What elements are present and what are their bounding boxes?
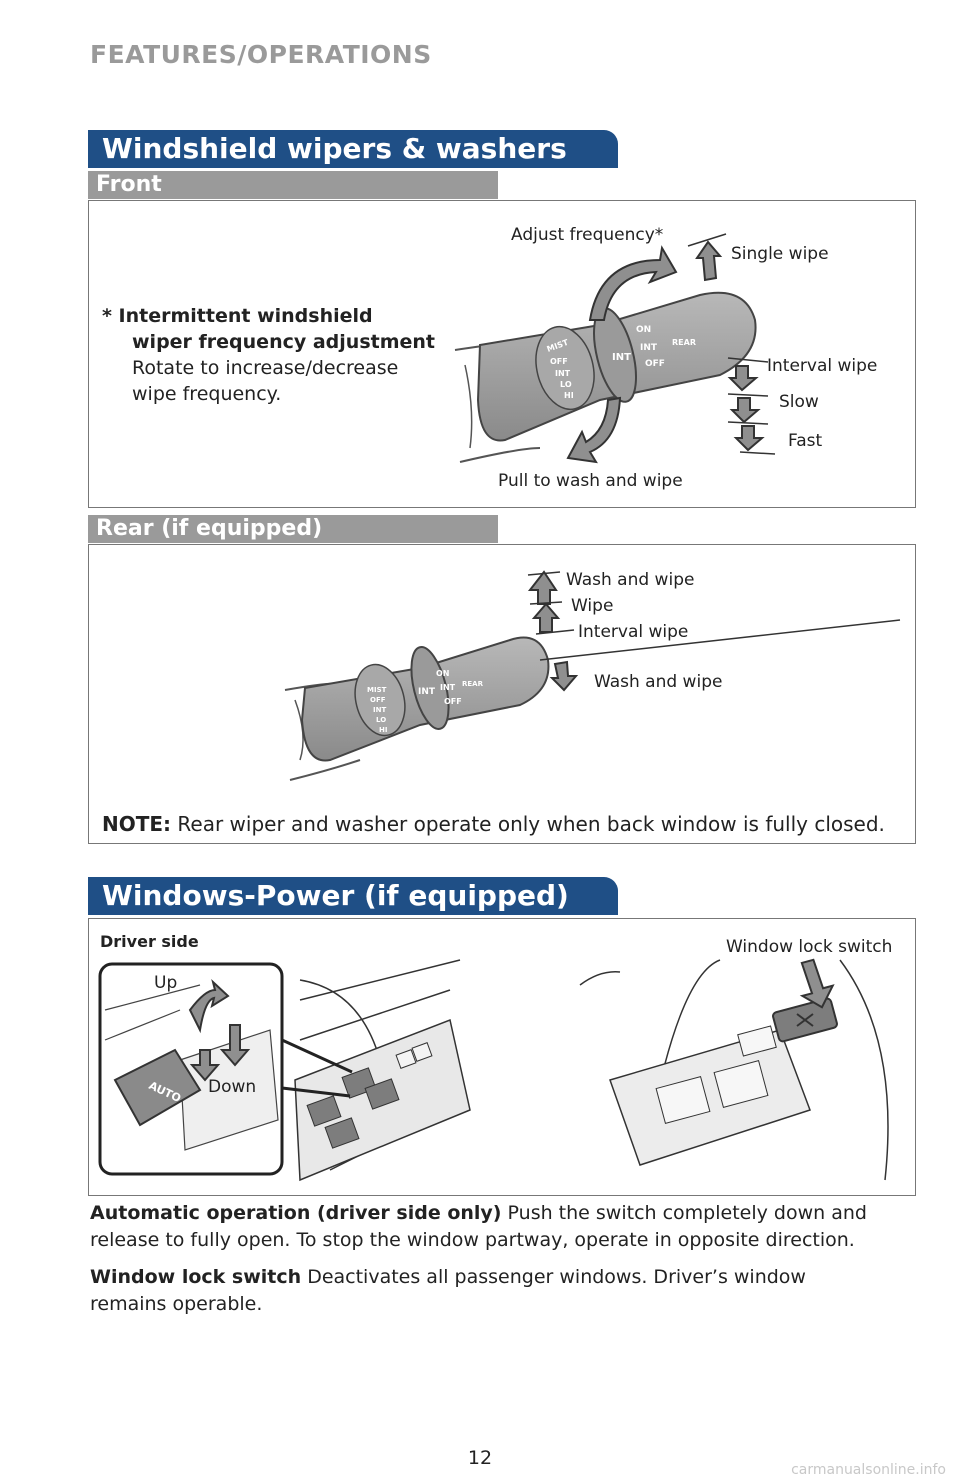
stalk-lo: LO [560,380,572,389]
rear-stalk-int: INT [373,706,387,714]
rear-stalk-mist: MIST [367,686,387,694]
stalk-int: INT [555,369,571,378]
lock-text2: remains operable. [90,1293,263,1315]
up-label: Up [154,973,178,993]
front-note-title2: wiper frequency adjustment [132,331,436,353]
stalk-int2: INT [612,352,631,363]
rear-stalk-off2: OFF [444,697,462,706]
rear-stalk-lo: LO [376,716,387,724]
page-number: 12 [467,1447,493,1469]
stalk-off: OFF [550,357,568,366]
label-slow: Slow [779,392,819,412]
front-note-title: * Intermittent windshield [102,305,373,327]
window-lock-switch-label: Window lock switch [726,937,893,957]
auto-text: AUTO [146,1078,184,1106]
auto-op-text2: release to fully open. To stop the window partway, operate in opposite direction. [90,1229,855,1251]
front-note-body1: Rotate to increase/decrease [132,357,399,379]
label-adjust-frequency: Adjust frequency* [511,225,664,245]
down-label: Down [208,1077,257,1097]
rear-subtitle: Rear (if equipped) [88,515,498,543]
rear-stalk-int3: INT [440,683,456,692]
windows-section-title: Windows-Power (if equipped) [88,877,618,915]
wipers-section-title: Windshield wipers & washers [88,130,618,168]
stalk-on: ON [636,325,652,335]
stalk-hi: HI [564,391,574,400]
auto-operation-paragraph [90,1200,930,1254]
rear-note-label: NOTE: [102,812,172,836]
rear-stalk-rear: REAR [462,680,483,688]
stalk-rear: REAR [672,338,696,347]
rear-stalk-hi: HI [379,726,388,734]
lock-switch-paragraph [90,1264,930,1318]
rear-label-wipe: Wipe [571,596,614,616]
lock-title: Window lock switch [90,1266,302,1288]
rear-label-wash-wipe-down: Wash and wipe [594,672,723,692]
label-pull-wash: Pull to wash and wipe [498,471,683,491]
auto-op-text1: Push the switch completely down and [501,1202,867,1224]
rear-stalk-off: OFF [370,696,386,704]
footer-watermark: carmanualsonline.info [791,1462,946,1478]
rear-label-interval: Interval wipe [578,622,689,642]
driver-side-label: Driver side [100,932,199,951]
front-subtitle: Front [88,171,498,199]
label-fast: Fast [788,431,823,451]
stalk-mist: MIST [545,337,570,354]
stalk-int3: INT [640,343,658,353]
front-note-body2: wipe frequency. [132,383,282,405]
auto-op-title: Automatic operation (driver side only) [90,1202,502,1224]
rear-stalk-on: ON [436,669,450,678]
lock-text1: Deactivates all passenger windows. Driver’s window [301,1266,806,1288]
stalk-off2: OFF [645,359,665,369]
page-header: FEATURES/OPERATIONS [90,40,432,69]
rear-label-wash-wipe-up: Wash and wipe [566,570,695,590]
label-single-wipe: Single wipe [731,244,829,264]
label-interval-wipe: Interval wipe [767,356,878,376]
rear-stalk-int2: INT [418,687,436,697]
rear-note-text: Rear wiper and washer operate only when back window is fully closed. [171,812,885,836]
